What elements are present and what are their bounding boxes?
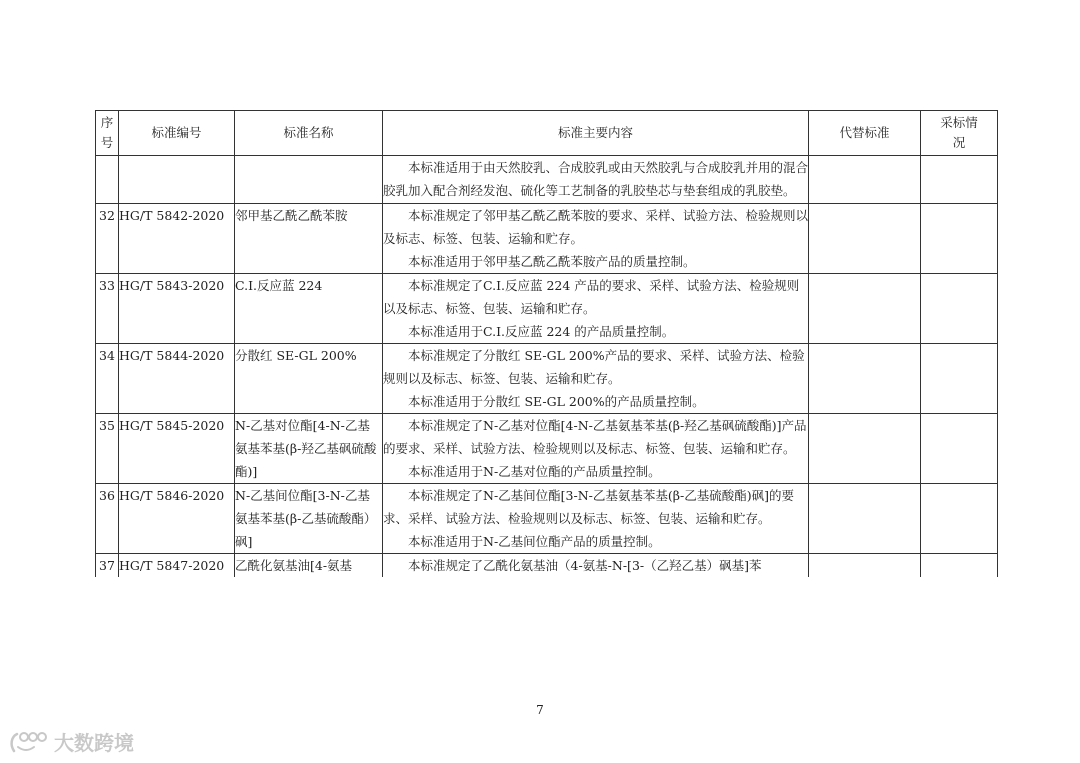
content-paragraph: 本标准规定了N-乙基对位酯[4-N-乙基氨基苯基(β-羟乙基砜硫酸酯)]产品的要求、采样、试验方法、检验规则以及标志、标签、包装、运输和贮存。 xyxy=(383,418,807,456)
row-adopt xyxy=(921,344,998,414)
row-name: N-乙基间位酯[3-N-乙基氨基苯基(β-乙基硫酸酯）砜] xyxy=(235,484,383,554)
header-adopt: 采标情况 xyxy=(921,111,998,156)
row-replace xyxy=(809,484,921,554)
header-name: 标准名称 xyxy=(235,111,383,156)
content-paragraph: 本标准规定了乙酰化氨基油（4-氨基-N-[3-（乙羟乙基）砜基]苯 xyxy=(408,558,762,573)
row-name: N-乙基对位酯[4-N-乙基氨基苯基(β-羟乙基砜硫酸酯)] xyxy=(235,414,383,484)
table-row xyxy=(96,414,998,484)
header-index: 序号 xyxy=(96,111,119,156)
watermark-logo-icon xyxy=(8,729,48,755)
row-index: 37 xyxy=(96,554,119,578)
table-row xyxy=(96,204,998,274)
row-name: C.I.反应蓝 224 xyxy=(235,274,383,344)
watermark xyxy=(8,727,134,756)
content-paragraph: 本标准规定了邻甲基乙酰乙酰苯胺的要求、采样、试验方法、检验规则以及标志、标签、包装、运输和贮存。 xyxy=(383,208,809,246)
row-code: HG/T 5847-2020 xyxy=(119,554,235,578)
row-index: 36 xyxy=(96,484,119,554)
content-paragraph: 本标准适用于邻甲基乙酰乙酰苯胺产品的质量控制。 xyxy=(408,254,696,269)
content-paragraph: 本标准规定了N-乙基间位酯[3-N-乙基氨基苯基(β-乙基硫酸酯)砜]的要求、采样、试验方法、检验规则以及标志、标签、包装、运输和贮存。 xyxy=(383,488,794,526)
row-replace xyxy=(809,274,921,344)
row-name: 分散红 SE-GL 200% xyxy=(235,344,383,414)
table-row xyxy=(96,554,998,578)
content-paragraph: 本标准适用于C.I.反应蓝 224 的产品质量控制。 xyxy=(408,324,675,339)
table-row xyxy=(96,344,998,414)
content-paragraph: 本标准适用于分散红 SE-GL 200%的产品质量控制。 xyxy=(408,394,705,409)
row-code: HG/T 5845-2020 xyxy=(119,414,235,484)
row-adopt xyxy=(921,204,998,274)
row-adopt xyxy=(921,274,998,344)
header-content: 标准主要内容 xyxy=(383,111,809,156)
row-adopt xyxy=(921,484,998,554)
row-index: 33 xyxy=(96,274,119,344)
row-adopt xyxy=(921,554,998,578)
table-header-row xyxy=(96,111,998,156)
row-name: 邻甲基乙酰乙酰苯胺 xyxy=(235,204,383,274)
row-index: 35 xyxy=(96,414,119,484)
row-replace xyxy=(809,414,921,484)
standards-table xyxy=(95,110,998,577)
row-code: HG/T 5844-2020 xyxy=(119,344,235,414)
header-replace: 代替标准 xyxy=(809,111,921,156)
row-code: HG/T 5842-2020 xyxy=(119,204,235,274)
table-row xyxy=(96,484,998,554)
row-adopt xyxy=(921,414,998,484)
table-row xyxy=(96,274,998,344)
content-paragraph: 本标准适用于N-乙基对位酯的产品质量控制。 xyxy=(408,464,661,479)
row-code: HG/T 5843-2020 xyxy=(119,274,235,344)
content-paragraph: 本标准规定了C.I.反应蓝 224 产品的要求、采样、试验方法、检验规则以及标志、标签、包装、运输和贮存。 xyxy=(383,278,800,316)
row-replace xyxy=(809,344,921,414)
content-paragraph: 本标准适用于N-乙基间位酯产品的质量控制。 xyxy=(408,534,661,549)
row-code: HG/T 5846-2020 xyxy=(119,484,235,554)
row-replace xyxy=(809,204,921,274)
table-row-continued xyxy=(96,156,998,204)
content-paragraph: 本标准适用于由天然胶乳、合成胶乳或由天然胶乳与合成胶乳并用的混合胶乳加入配合剂经发泡、硫化等工艺制备的乳胶垫芯与垫套组成的乳胶垫。 xyxy=(383,160,809,198)
page-number: 7 xyxy=(536,703,544,717)
row-name: 乙酰化氨基油[4-氨基 xyxy=(235,558,353,573)
row-replace xyxy=(809,554,921,578)
content-paragraph: 本标准规定了分散红 SE-GL 200%产品的要求、采样、试验方法、检验规则以及标志、标签、包装、运输和贮存。 xyxy=(383,348,805,386)
row-index: 34 xyxy=(96,344,119,414)
row-index: 32 xyxy=(96,204,119,274)
watermark-text: 大数跨境 xyxy=(54,731,134,755)
header-code: 标准编号 xyxy=(119,111,235,156)
